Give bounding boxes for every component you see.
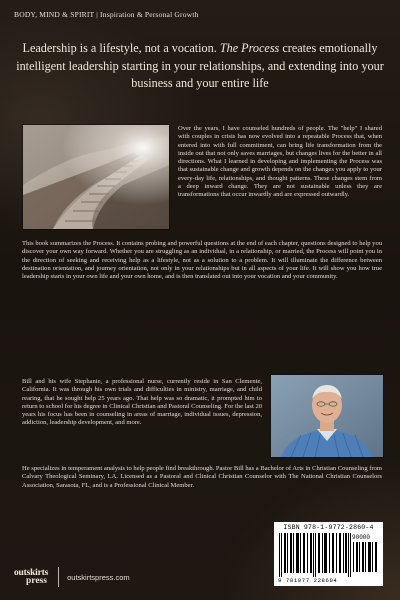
headline-part2: creates emotionally intelligent leadership starting in your relationships, and extending into your business and your entire life <box>16 41 384 90</box>
author-bio: Bill and his wife Stephanie, a professional nurse, currently reside in San Clemente, California. It was through his own trials and difficulties in ministry, marriage, and child rearing, that he sought help 25 years ago. That help was so dramatic, it prompted him to return to school for his degree in Clinical Christian and Pastoral Counseling. For the last 20 years his focus has been in counseling in areas of marriage, individual issues, depression, addiction, leadership development, and more. <box>22 378 262 427</box>
price-barcode-bars <box>353 542 377 572</box>
isbn-barcode <box>274 522 383 586</box>
publisher-divider <box>58 567 59 587</box>
path-steps-photo <box>22 124 170 230</box>
barcode-bars <box>279 533 351 577</box>
headline-italic-title: The Process <box>219 41 280 55</box>
ean-number: 9 781977 228604 <box>278 577 338 584</box>
author-credentials: He specializes in temperament analysis to help people find breakthrough. Pastor Bill has a Bachelor of Arts in Christian Counseling from Calvary Theological Seminary, LA. Licensed as a Pastoral and Clinical Christian Counselor with The National Christian Counselors Association, Sarasota, FL, and is a Professional Clinical Member. <box>22 465 382 489</box>
paragraph-summary: This book summarizes the Process. It contains probing and powerful questions at the end of each chapter, questions designed to help you discover your own way forward. Whether you are struggling as an individual, in a relationship, or married, the Process will point you in the direction of seeking and receiving help as a lifestyle, not as a solution to a problem. It will illuminate the difference between destination orientation, and journey orientation, not only in your relationships but in all aspects of your life. It will show you how true leadership starts in your own life and your own home, and is then translated out into your vocation and your community. <box>22 240 382 281</box>
publisher-block <box>14 566 130 588</box>
logo-bottom-text: press <box>26 576 47 586</box>
price-code: 90000 <box>352 534 371 541</box>
headline <box>10 40 390 93</box>
category-label: BODY, MIND & SPIRIT | Inspiration & Personal Growth <box>14 10 199 19</box>
headline-part1: Leadership is a lifestyle, not a vocation. <box>22 41 217 55</box>
paragraph-intro: Over the years, I have counseled hundreds of people. The "help" I shared with couples in crisis has now evolved into a repeatable Process that, when entered into with full commitment, can bring life transformation from the inside out that not only saves marriages, but changes lives for the better in all directions. What I learned in developing and implementing the Process was that sustainable change and growth depends on the changes you apply to your every-day life, relationships, and thought patterns. These changes stem from a deep inward change. They are not sustainable unless they are transformations that occur inwardly and are expressed outwardly. <box>178 125 382 199</box>
publisher-url: outskirtspress.com <box>67 572 130 582</box>
author-photo <box>270 374 384 458</box>
outskirts-press-logo <box>14 569 48 585</box>
isbn-number: ISBN 978-1-9772-2860-4 <box>283 524 374 531</box>
logo-top-text: outskirts <box>14 568 49 578</box>
